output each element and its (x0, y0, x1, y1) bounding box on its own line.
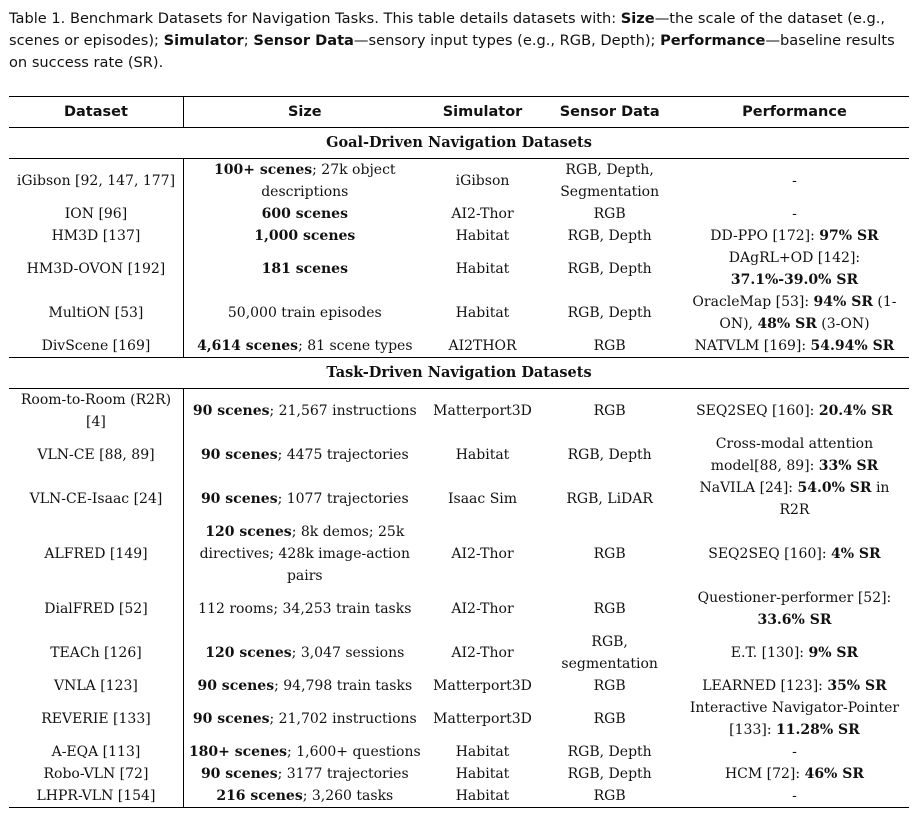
performance-score: 54.94% SR (810, 338, 895, 354)
simulator-cell: Matterport3D (433, 678, 532, 694)
performance-score: 94% SR (813, 294, 873, 310)
sensor-cell: RGB (593, 338, 626, 354)
performance-method: NaVILA [24]: (699, 480, 798, 496)
size-cell (183, 521, 425, 587)
sensor-cell: RGB, Depth (567, 261, 652, 277)
size-highlight: 90 scenes (200, 491, 278, 507)
performance-method: LEARNED [123]: (702, 678, 828, 694)
dataset-cell: HM3D-OVON [192] (9, 247, 183, 291)
performance-cell (680, 521, 909, 587)
performance-score: 37.1%-39.0% SR (730, 272, 859, 288)
performance-cell (680, 697, 909, 741)
simulator-cell: Habitat (455, 228, 510, 244)
size-cell (183, 433, 425, 477)
size-detail: 112 rooms; 34,253 train tasks (198, 601, 412, 617)
size-detail: ; 94,798 train tasks (274, 678, 413, 694)
table-row (9, 631, 909, 675)
dataset-cell: ION [96] (9, 203, 183, 225)
size-highlight: 100+ scenes (214, 162, 313, 178)
sensor-cell: RGB (593, 601, 626, 617)
performance-method: DAgRL+OD [142]: (728, 250, 861, 266)
sensor-cell: RGB, Depth (567, 305, 652, 321)
goal-section-heading: Goal-Driven Navigation Datasets (9, 128, 909, 159)
dataset-cell: Robo-VLN [72] (9, 763, 183, 785)
simulator-cell: Habitat (455, 447, 510, 463)
performance-method: OracleMap [53]: (692, 294, 814, 310)
header-performance: Performance (742, 104, 847, 120)
dataset-cell: VLN-CE [88, 89] (9, 433, 183, 477)
size-highlight: 90 scenes (200, 766, 278, 782)
table-row (9, 477, 909, 521)
dataset-cell: VLN-CE-Isaac [24] (9, 477, 183, 521)
benchmark-table (9, 96, 909, 808)
size-cell (183, 631, 425, 675)
size-cell (183, 389, 425, 434)
dataset-cell: Room-to-Room (R2R) [4] (9, 389, 183, 434)
simulator-cell: AI2-Thor (451, 601, 514, 617)
dataset-cell: REVERIE [133] (9, 697, 183, 741)
performance-cell (680, 433, 909, 477)
performance-score: 33% SR (818, 458, 879, 474)
simulator-cell: Matterport3D (433, 403, 532, 419)
size-detail: ; 1077 trajectories (277, 491, 409, 507)
size-detail: ; 81 scene types (298, 338, 413, 354)
dataset-cell: DialFRED [52] (9, 587, 183, 631)
size-highlight: 90 scenes (192, 711, 270, 727)
performance-method: E.T. [130]: (730, 645, 809, 661)
dataset-cell: DivScene [169] (9, 335, 183, 358)
table-row (9, 521, 909, 587)
performance-method: - (792, 173, 797, 189)
performance-method: Cross-modal attention model[88, 89]: (710, 436, 874, 474)
performance-cell (680, 587, 909, 631)
task-section-heading: Task-Driven Navigation Datasets (9, 358, 909, 389)
performance-method: - (792, 788, 797, 804)
performance-score: 11.28% SR (775, 722, 860, 738)
table-row (9, 247, 909, 291)
sensor-cell: RGB (593, 788, 626, 804)
size-cell (183, 291, 425, 335)
caption-sensor-desc: —sensory input types (e.g., RGB, Depth); (353, 32, 661, 49)
performance-cell (680, 159, 909, 204)
header-sensor: Sensor Data (559, 104, 660, 120)
performance-cell (680, 741, 909, 763)
goal-section-row (9, 128, 909, 159)
simulator-cell: AI2-Thor (451, 645, 514, 661)
sensor-cell: RGB, Depth, Segmentation (560, 162, 660, 200)
sensor-cell: RGB (593, 678, 626, 694)
caption-separator: ; (243, 32, 254, 49)
sensor-cell: RGB (593, 206, 626, 222)
header-simulator: Simulator (442, 104, 523, 120)
caption-prefix: Table 1. Benchmark Datasets for Navigation Tasks. This table details datasets with: (9, 10, 621, 27)
size-detail: ; 21,702 instructions (269, 711, 417, 727)
sensor-cell: RGB, Depth (567, 766, 652, 782)
table-row (9, 675, 909, 697)
table-row (9, 785, 909, 808)
size-cell (183, 785, 425, 808)
performance-score: 97% SR (819, 228, 879, 244)
table-row (9, 433, 909, 477)
size-detail: ; 1,600+ questions (287, 744, 421, 760)
size-highlight: 1,000 scenes (254, 228, 356, 244)
performance-note: (3-ON) (816, 316, 870, 332)
simulator-cell: Habitat (455, 305, 510, 321)
performance-method: Questioner-performer [52]: (697, 590, 892, 606)
performance-cell (680, 389, 909, 434)
task-section-row (9, 358, 909, 389)
sensor-cell: RGB (593, 403, 626, 419)
size-cell (183, 159, 425, 204)
table-row (9, 587, 909, 631)
caption-performance-term: Performance (660, 32, 766, 49)
dataset-cell: ALFRED [149] (9, 521, 183, 587)
size-cell (183, 477, 425, 521)
table-row (9, 335, 909, 358)
header-size: Size (287, 104, 322, 120)
performance-method: NATVLM [169]: (694, 338, 811, 354)
table-row (9, 203, 909, 225)
dataset-cell: iGibson [92, 147, 177] (9, 159, 183, 204)
simulator-cell: AI2-Thor (451, 206, 514, 222)
size-cell (183, 225, 425, 247)
performance-score: 35% SR (827, 678, 887, 694)
size-highlight: 180+ scenes (188, 744, 288, 760)
simulator-cell: Matterport3D (433, 711, 532, 727)
header-dataset: Dataset (9, 97, 183, 128)
table-row (9, 741, 909, 763)
simulator-cell: Habitat (455, 744, 510, 760)
header-row (9, 97, 909, 128)
caption-simulator-term: Simulator (163, 32, 244, 49)
simulator-cell: Habitat (455, 261, 510, 277)
size-cell (183, 587, 425, 631)
performance-method: - (792, 744, 797, 760)
performance-note: (1-ON), (719, 294, 897, 332)
size-detail: ; 3177 trajectories (277, 766, 409, 782)
performance-score: 54.0% SR (797, 480, 872, 496)
dataset-cell: TEACh [126] (9, 631, 183, 675)
size-detail: ; 21,567 instructions (269, 403, 417, 419)
size-highlight: 90 scenes (192, 403, 270, 419)
caption-performance-desc: —baseline results on success rate (SR). (9, 32, 895, 71)
table-row (9, 389, 909, 434)
simulator-cell: AI2-Thor (451, 546, 514, 562)
size-cell (183, 247, 425, 291)
size-detail: ; 27k object descriptions (261, 162, 396, 200)
dataset-cell: VNLA [123] (9, 675, 183, 697)
size-cell (183, 203, 425, 225)
performance-score: 48% SR (757, 316, 817, 332)
table-row (9, 159, 909, 204)
table-row (9, 225, 909, 247)
performance-cell (680, 763, 909, 785)
performance-method: DD-PPO [172]: (710, 228, 820, 244)
performance-cell (680, 247, 909, 291)
size-cell (183, 675, 425, 697)
performance-method: Interactive Navigator-Pointer [133]: (689, 700, 900, 738)
simulator-cell: Habitat (455, 766, 510, 782)
table-row (9, 697, 909, 741)
sensor-cell: RGB (593, 711, 626, 727)
size-detail: ; 8k demos; 25k directives; 428k image-action pairs (199, 524, 410, 584)
size-highlight: 120 scenes (205, 524, 292, 540)
size-detail: 50,000 train episodes (227, 305, 382, 321)
size-cell (183, 763, 425, 785)
simulator-cell: iGibson (455, 173, 510, 189)
size-cell (183, 741, 425, 763)
size-highlight: 120 scenes (205, 645, 292, 661)
performance-method: - (792, 206, 797, 222)
performance-score: 20.4% SR (818, 403, 893, 419)
size-cell (183, 697, 425, 741)
table-row (9, 763, 909, 785)
size-detail: ; 4475 trajectories (277, 447, 409, 463)
dataset-cell: MultiON [53] (9, 291, 183, 335)
table-body (9, 128, 909, 808)
size-highlight: 4,614 scenes (197, 338, 299, 354)
performance-score: 33.6% SR (757, 612, 832, 628)
performance-cell (680, 785, 909, 808)
size-cell (183, 335, 425, 358)
dataset-cell: A-EQA [113] (9, 741, 183, 763)
caption-sensor-term: Sensor Data (253, 32, 354, 49)
performance-cell (680, 291, 909, 335)
performance-cell (680, 675, 909, 697)
performance-note: in R2R (779, 480, 890, 518)
performance-score: 46% SR (804, 766, 864, 782)
sensor-cell: RGB (593, 546, 626, 562)
caption-size-term: Size (620, 10, 655, 27)
performance-cell (680, 203, 909, 225)
sensor-cell: RGB, segmentation (561, 634, 658, 672)
performance-cell (680, 477, 909, 521)
performance-method: SEQ2SEQ [160]: (708, 546, 831, 562)
size-detail: ; 3,260 tasks (302, 788, 394, 804)
performance-method: SEQ2SEQ [160]: (696, 403, 819, 419)
performance-cell (680, 335, 909, 358)
sensor-cell: RGB, Depth (567, 447, 652, 463)
simulator-cell: Isaac Sim (448, 491, 518, 507)
table-row (9, 291, 909, 335)
sensor-cell: RGB, Depth (567, 744, 652, 760)
simulator-cell: AI2THOR (448, 338, 517, 354)
size-highlight: 90 scenes (197, 678, 275, 694)
performance-score: 9% SR (808, 645, 859, 661)
performance-cell (680, 631, 909, 675)
size-highlight: 216 scenes (216, 788, 303, 804)
performance-cell (680, 225, 909, 247)
size-highlight: 90 scenes (200, 447, 278, 463)
dataset-cell: LHPR-VLN [154] (9, 785, 183, 808)
size-detail: ; 3,047 sessions (291, 645, 405, 661)
simulator-cell: Habitat (455, 788, 510, 804)
sensor-cell: RGB, LiDAR (566, 491, 653, 507)
caption-size-desc: —the scale of the dataset (e.g., scenes or episodes); (9, 10, 886, 49)
performance-method: HCM [72]: (724, 766, 805, 782)
sensor-cell: RGB, Depth (567, 228, 652, 244)
size-highlight: 600 scenes (261, 206, 348, 222)
dataset-cell: HM3D [137] (9, 225, 183, 247)
table-caption (9, 8, 915, 74)
performance-score: 4% SR (831, 546, 881, 562)
size-highlight: 181 scenes (261, 261, 348, 277)
